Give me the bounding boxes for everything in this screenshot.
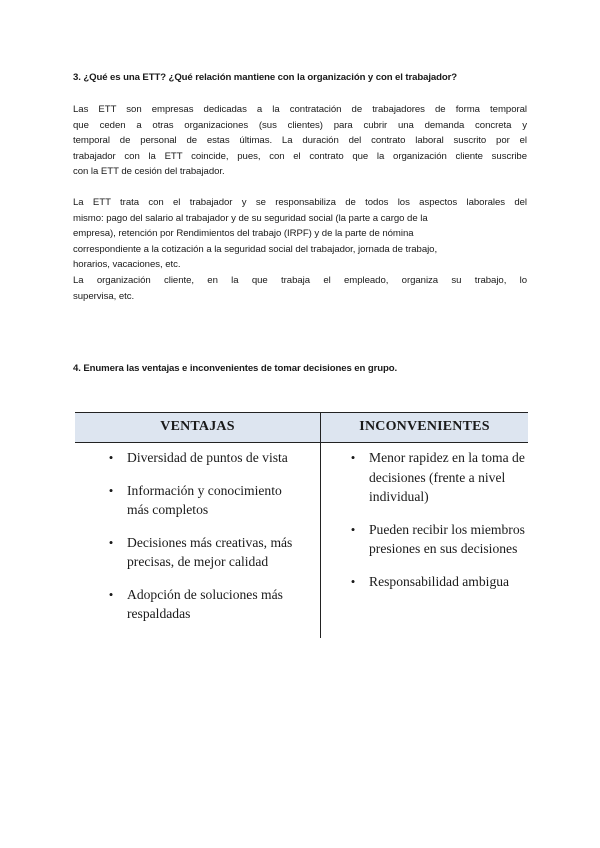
list-item — [347, 520, 527, 559]
bullet-icon: • — [350, 573, 356, 589]
list-item-text: Responsabilidad ambigua — [369, 573, 510, 589]
bullet-icon: • — [350, 521, 356, 537]
inconvenientes-header: INCONVENIENTES — [359, 419, 490, 434]
ventajas-header: VENTAJAS — [160, 419, 235, 434]
question-3-heading: 3. ¿Qué es una ETT? ¿Qué relación mantiene con la organización y con el trabajador? — [73, 72, 458, 83]
list-item-text: Diversidad de puntos de vista — [127, 450, 288, 465]
bullet-icon: • — [108, 534, 114, 550]
bullet-icon: • — [108, 482, 114, 498]
column-divider — [320, 412, 321, 638]
paragraph-line: empresa), retención por Rendimientos del trabajo (IRPF) y de la parte de nómina — [73, 228, 414, 240]
ventajas-list — [105, 448, 315, 637]
pros-cons-table — [75, 412, 528, 638]
list-item-text: Información y conocimiento más completos — [127, 482, 282, 517]
paragraph-line: temporal de personal de estas últimas. La duración del contrato laboral suscrito por el — [73, 135, 527, 147]
list-item — [347, 448, 527, 507]
question-4-heading: 4. Enumera las ventajas e inconvenientes de tomar decisiones en grupo. — [73, 363, 398, 374]
paragraph-line: con la ETT de cesión del trabajador. — [73, 166, 225, 178]
list-item-text: Decisiones más creativas, más precisas, de mejor calidad — [127, 534, 293, 569]
list-item-text: Menor rapidez en la toma de decisiones (frente a nivel individual) — [369, 450, 525, 504]
list-item-text: Pueden recibir los miembros presiones en sus decisiones — [369, 521, 525, 556]
inconvenientes-list — [347, 448, 527, 604]
paragraph-line: trabajador con la ETT coincide, pues, con el contrato que la organización cliente suscribe — [73, 150, 527, 162]
paragraph-line: Las ETT son empresas dedicadas a la contratación de trabajadores de forma temporal — [73, 104, 527, 115]
paragraph-line: que ceden a otras organizaciones (sus clientes) para cubrir una demanda concreta y — [73, 119, 527, 131]
paragraph-line: horarios, vacaciones, etc. — [73, 259, 181, 271]
bullet-icon: • — [350, 450, 356, 465]
paragraph-line: correspondiente a la cotización a la seguridad social del trabajador, jornada de trabajo, — [73, 243, 438, 255]
question-3-paragraph-1 — [73, 102, 527, 180]
list-item — [347, 572, 527, 592]
paragraph-line: mismo: pago del salario al trabajador y de su seguridad social (la parte a cargo de la — [73, 212, 428, 224]
list-item — [105, 481, 315, 520]
paragraph-line: supervisa, etc. — [73, 290, 135, 302]
list-item — [105, 448, 315, 468]
list-item — [105, 533, 315, 572]
paragraph-line: La organización cliente, en la que trabaja el empleado, organiza su trabajo, lo — [73, 274, 527, 286]
list-item-text: Adopción de soluciones más respaldadas — [127, 586, 283, 621]
bullet-icon: • — [108, 586, 114, 602]
bullet-icon: • — [108, 450, 114, 465]
list-item — [105, 585, 315, 624]
paragraph-line: La ETT trata con el trabajador y se responsabiliza de todos los aspectos laborales del — [73, 197, 527, 208]
question-3-paragraph-2 — [73, 195, 527, 304]
